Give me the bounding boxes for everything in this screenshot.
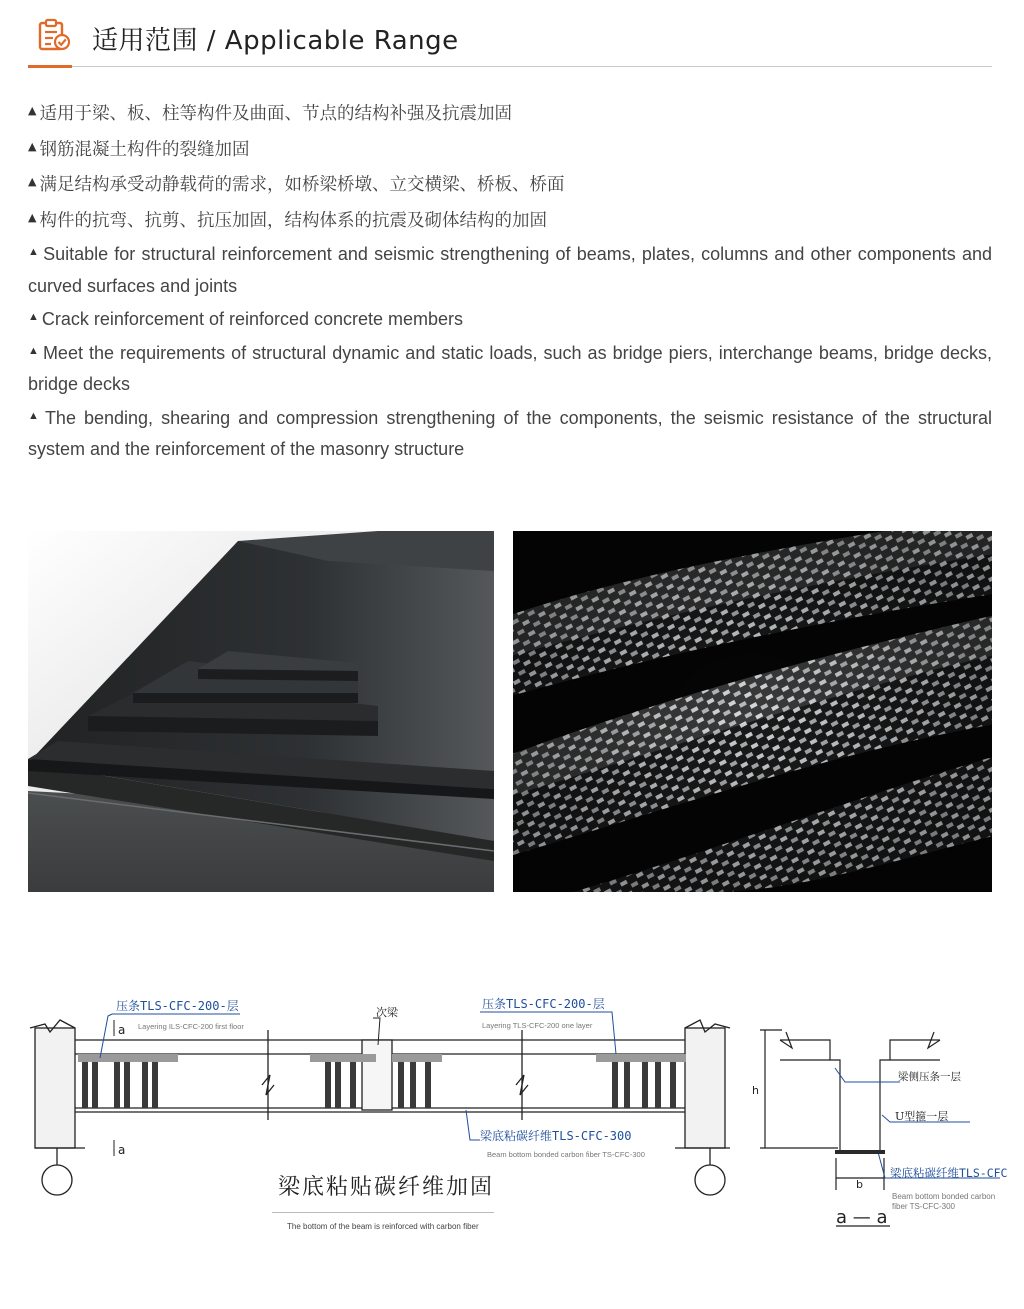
triangle-bullet-icon: ▲ xyxy=(28,409,42,422)
triangle-bullet-icon: ▲ xyxy=(28,246,41,258)
clipboard-check-icon xyxy=(36,18,72,54)
header-divider xyxy=(28,66,992,67)
section-header xyxy=(28,14,992,70)
drawing-caption-en: The bottom of the beam is reinforced with carbon fiber xyxy=(287,1222,479,1231)
press-strip-right-label: 压条TLS-CFC-200-层 xyxy=(482,997,605,1011)
section-bottom-fiber-en-1: Beam bottom bonded carbon xyxy=(892,1192,996,1201)
section-bottom-fiber-label: 梁底粘碳纤维TLS-CFC xyxy=(890,1166,1008,1180)
triangle-bullet-icon: ▲ xyxy=(28,175,37,188)
caption-divider xyxy=(272,1212,494,1213)
triangle-bullet-icon: ▲ xyxy=(28,104,37,117)
section-marker-bottom: a xyxy=(118,1143,126,1157)
beam-bottom-fiber-en: Beam bottom bonded carbon fiber TS-CFC-300 xyxy=(487,1150,645,1159)
list-item: ▲ 钢筋混凝土构件的裂缝加固 xyxy=(28,139,250,160)
section-marker-top: a xyxy=(118,1023,126,1037)
press-strip-left-label: 压条TLS-CFC-200-层 xyxy=(116,999,239,1013)
section-title: 适用范围 / Applicable Range xyxy=(92,26,459,56)
press-strip-right-en: Layering TLS-CFC-200 one layer xyxy=(482,1021,593,1030)
dimension-h: h xyxy=(752,1084,759,1097)
list-item: ▲ Suitable for structural reinforcement and seismic strengthening of beams, plates, columns and other components and curved surfaces and joints xyxy=(28,244,992,296)
triangle-bullet-icon: ▲ xyxy=(28,344,40,357)
applicable-range-list xyxy=(28,95,992,466)
triangle-bullet-icon: ▲ xyxy=(28,210,37,224)
list-item: ▲ 构件的抗弯、抗剪、抗压加固，结构体系的抗震及砌体结构的加固 xyxy=(28,210,547,231)
beam-bottom-fiber-label: 梁底粘碳纤维TLS-CFC-300 xyxy=(480,1129,632,1143)
side-press-strip-label: 梁侧压条一层 xyxy=(898,1071,961,1083)
dimension-b: b xyxy=(856,1178,863,1191)
drawing-caption-cn: 梁底粘贴碳纤维加固 xyxy=(278,1175,495,1200)
list-item: ▲ The bending, shearing and compression strengthening of the components, the seismic resistance of the structural system and the reinforcement of the masonry structure xyxy=(28,407,993,459)
press-strip-left-en: Layering ILS-CFC-200 first floor xyxy=(138,1022,244,1031)
list-item: ▲ 满足结构承受动静载荷的需求，如桥梁桥墩、立交横梁、桥板、桥面 xyxy=(28,175,565,195)
header-divider-accent xyxy=(28,65,72,68)
list-item: ▲ Meet the requirements of structural dynamic and static loads, such as bridge piers, interchange beams, bridge decks, bridge decks xyxy=(28,342,993,394)
secondary-beam-label: 次梁 xyxy=(376,1006,398,1019)
triangle-bullet-icon: ▲ xyxy=(28,311,39,323)
carbon-plate-photo xyxy=(28,531,494,892)
carbon-fabric-photo xyxy=(513,531,992,892)
u-hoop-label: U型箍一层 xyxy=(895,1110,949,1123)
list-item: ▲ Crack reinforcement of reinforced concrete members xyxy=(28,309,464,329)
list-item: ▲ 适用于梁、板、柱等构件及曲面、节点的结构补强及抗震加固 xyxy=(28,104,512,124)
section-title: a — a xyxy=(836,1207,888,1228)
section-bottom-fiber-en-2: fiber TS-CFC-300 xyxy=(892,1202,955,1211)
beam-reinforcement-drawing xyxy=(0,990,1024,1250)
triangle-bullet-icon: ▲ xyxy=(28,139,37,153)
